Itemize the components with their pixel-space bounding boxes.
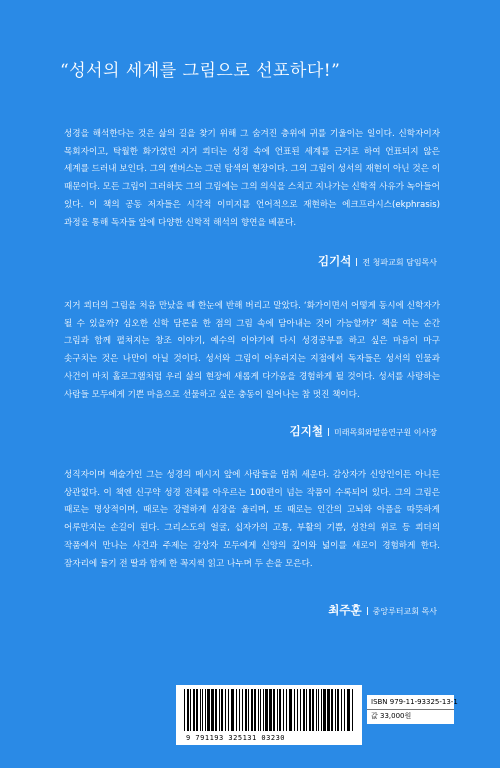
endorsement-signature-2 xyxy=(290,423,437,439)
headline: “성서의 세계를 그림으로 선포하다!” xyxy=(60,61,341,81)
signature-divider xyxy=(356,258,357,266)
endorser-affiliation-3: 중앙루터교회 목사 xyxy=(372,607,437,616)
endorsement-signature-1 xyxy=(318,253,437,269)
barcode-bars xyxy=(182,689,356,731)
endorsement-signature-3 xyxy=(328,602,437,618)
price: 값 33,000원 xyxy=(371,712,412,720)
endorsement-text-1: 성경을 해석한다는 것은 삶의 길을 찾기 위해 그 숨겨진 층위에 귀를 기울이는 일이다. 신학자이자 목회자이고, 탁월한 화가였던 지거 쾨더는 성경 속에 언표된 세계를 근거로 하여 언표되지 않은 세계를 드러내 보인다. 그의 캔버스는 그런 탐색의 현장이다. 그의 그림이 성서의 재현이 아닌 것은 이 때문이다. 모든 그림이 그러하듯 그의 그림에는 그의 의식을 스치고 지나가는 신학적 사유가 녹아들어 있다. 이 책의 공동 저자들은 시각적 이미지를 언어적으로 재현하는 에크프라시스(ekphrasis) 과정을 통해 독자들 앞에 다양한 신학적 해석의 향연을 베푼다. xyxy=(64,129,440,228)
endorser-name-3: 최주훈 xyxy=(328,603,362,617)
barcode xyxy=(176,685,362,745)
endorser-name-2: 김지철 xyxy=(289,424,323,438)
endorser-name-1: 김기석 xyxy=(318,254,352,268)
endorsement-text-2: 지거 쾨더의 그림을 처음 만났을 때 한눈에 반해 버리고 말았다. ‘화가이면서 어떻게 동시에 신학자가 될 수 있을까? 심오한 신학 담론을 한 점의 그림 속에 담아내는 것이 가능할까?’ 책을 여는 순간 그림과 함께 펼쳐지는 창조 이야기, 예수의 이야기에 다시 성경공부를 하고 싶은 마음이 마구 솟구치는 것은 나만이 아닐 것이다. 성서와 그림이 어우러지는 지점에서 독자들은 성서의 인물과 사건이 마치 홀로그램처럼 우리 삶의 현장에 새롭게 다가옴을 경험하게 될 것이다. 성서를 사랑하는 사람들 모두에게 기쁜 마음으로 선물하고 싶은 충동이 일어나는 참 멋진 책이다. xyxy=(64,301,440,400)
isbn-number: ISBN 979-11-93325-13-1 xyxy=(371,698,458,706)
endorser-affiliation-1: 전 청파교회 담임목사 xyxy=(362,258,437,267)
barcode-digits: 9 791193 325131 03230 xyxy=(186,734,286,742)
isbn-box xyxy=(367,695,458,724)
isbn-divider xyxy=(367,709,454,710)
endorsement-text-3: 성직자이며 예술가인 그는 성경의 메시지 앞에 사람들을 멈춰 세운다. 감상자가 신앙인이든 아니든 상관없다. 이 책엔 신구약 성경 전체를 아우르는 100편이 넘는 작품이 수록되어 있다. 그의 그림은 때로는 명상적이며, 때로는 강렬하게 심장을 울리며, 또 때로는 인간의 고뇌와 아픔을 따뜻하게 어루만지는 손길이 된다. 그리스도의 얼굴, 십자가의 고통, 부활의 기쁨, 성찬의 위로 등 쾨더의 작품에서 만나는 사건과 주제는 감상자 모두에게 신앙의 깊이와 넓이를 새로이 경험하게 한다. 잠자리에 들기 전 딸과 함께 한 꼭지씩 읽고 나누며 두 손을 모은다. xyxy=(64,470,440,569)
endorser-affiliation-2: 미래목회와말씀연구원 이사장 xyxy=(333,428,437,437)
signature-divider xyxy=(328,428,329,436)
signature-divider xyxy=(367,607,368,615)
